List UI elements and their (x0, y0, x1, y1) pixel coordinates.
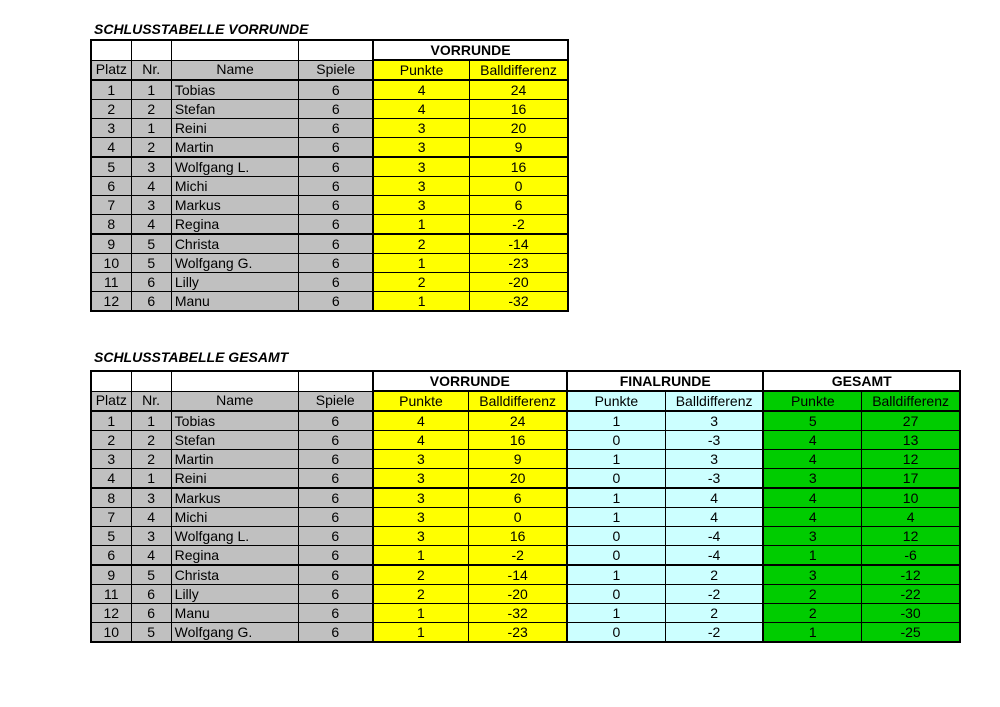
cell-punkte: 4 (763, 508, 861, 527)
cell-name: Martin (171, 138, 299, 158)
empty-header-cell (91, 371, 131, 391)
cell-punkte: 2 (373, 585, 469, 604)
cell-platz: 12 (91, 292, 131, 312)
cell-balldifferenz: 2 (665, 604, 763, 623)
cell-balldifferenz: -23 (470, 254, 568, 273)
cell-punkte: 4 (373, 411, 469, 431)
cell-punkte: 1 (567, 411, 665, 431)
cell-balldifferenz: 9 (469, 450, 567, 469)
table-row (91, 215, 568, 235)
gesamt-table (90, 370, 961, 643)
cell-punkte: 1 (763, 546, 861, 566)
cell-name: Stefan (171, 100, 299, 119)
cell-name: Christa (171, 234, 299, 254)
empty-header-cell (131, 40, 171, 60)
header-spiele: Spiele (299, 60, 373, 80)
cell-nr: 4 (131, 215, 171, 235)
header-balldifferenz: Balldifferenz (862, 391, 960, 411)
empty-header-cell (91, 40, 131, 60)
cell-platz: 12 (91, 604, 131, 623)
cell-balldifferenz: -3 (665, 431, 763, 450)
header-nr: Nr. (131, 391, 171, 411)
cell-platz: 7 (91, 196, 131, 215)
cell-nr: 6 (131, 273, 171, 292)
header-balldifferenz: Balldifferenz (469, 391, 567, 411)
table-row (91, 546, 960, 566)
cell-balldifferenz: -30 (862, 604, 960, 623)
empty-header-cell (298, 371, 372, 391)
cell-balldifferenz: 13 (862, 431, 960, 450)
cell-punkte: 2 (763, 585, 861, 604)
group-label-1: VORRUNDE (373, 371, 567, 391)
cell-balldifferenz: 16 (470, 157, 568, 177)
cell-balldifferenz: -20 (469, 585, 567, 604)
cell-name: Michi (171, 177, 299, 196)
cell-spiele: 6 (298, 604, 372, 623)
cell-spiele: 6 (298, 411, 372, 431)
group-label-1: VORRUNDE (373, 40, 568, 60)
cell-nr: 5 (131, 565, 171, 585)
cell-name: Manu (171, 292, 299, 312)
cell-balldifferenz: 3 (665, 411, 763, 431)
cell-name: Tobias (171, 80, 299, 100)
cell-nr: 5 (131, 254, 171, 273)
empty-header-cell (171, 40, 299, 60)
cell-punkte: 3 (373, 119, 469, 138)
cell-punkte: 3 (373, 508, 469, 527)
cell-balldifferenz: -32 (470, 292, 568, 312)
cell-spiele: 6 (299, 157, 373, 177)
cell-balldifferenz: 24 (470, 80, 568, 100)
table-row (91, 604, 960, 623)
cell-balldifferenz: -2 (665, 623, 763, 643)
cell-balldifferenz: 9 (470, 138, 568, 158)
cell-nr: 6 (131, 585, 171, 604)
header-platz: Platz (91, 60, 131, 80)
cell-balldifferenz: 12 (862, 450, 960, 469)
cell-balldifferenz: 6 (469, 488, 567, 508)
table-row (91, 119, 568, 138)
cell-balldifferenz: 6 (470, 196, 568, 215)
cell-punkte: 3 (373, 138, 469, 158)
cell-nr: 6 (131, 292, 171, 312)
cell-spiele: 6 (298, 469, 372, 489)
cell-balldifferenz: 0 (470, 177, 568, 196)
table-row (91, 508, 960, 527)
cell-punkte: 1 (373, 292, 469, 312)
cell-nr: 1 (131, 411, 171, 431)
cell-platz: 2 (91, 431, 131, 450)
cell-balldifferenz: 17 (862, 469, 960, 489)
cell-spiele: 6 (299, 292, 373, 312)
cell-platz: 1 (91, 80, 131, 100)
cell-nr: 1 (131, 469, 171, 489)
cell-nr: 4 (131, 508, 171, 527)
cell-spiele: 6 (298, 585, 372, 604)
cell-balldifferenz: -4 (665, 527, 763, 546)
table-row (91, 450, 960, 469)
cell-spiele: 6 (299, 100, 373, 119)
table-row (91, 234, 568, 254)
cell-spiele: 6 (299, 234, 373, 254)
cell-spiele: 6 (299, 80, 373, 100)
cell-punkte: 3 (373, 157, 469, 177)
cell-punkte: 2 (373, 273, 469, 292)
cell-punkte: 0 (567, 431, 665, 450)
cell-balldifferenz: -23 (469, 623, 567, 643)
cell-name: Wolfgang G. (171, 254, 299, 273)
table-row (91, 157, 568, 177)
cell-punkte: 1 (373, 623, 469, 643)
cell-balldifferenz: -2 (469, 546, 567, 566)
cell-nr: 6 (131, 604, 171, 623)
cell-punkte: 1 (373, 604, 469, 623)
cell-spiele: 6 (299, 254, 373, 273)
header-nr: Nr. (131, 60, 171, 80)
cell-balldifferenz: -22 (862, 585, 960, 604)
cell-platz: 5 (91, 527, 131, 546)
cell-punkte: 3 (373, 196, 469, 215)
cell-balldifferenz: -3 (665, 469, 763, 489)
table-row (91, 585, 960, 604)
cell-punkte: 1 (763, 623, 861, 643)
cell-punkte: 3 (373, 450, 469, 469)
cell-punkte: 3 (373, 469, 469, 489)
cell-platz: 3 (91, 450, 131, 469)
cell-punkte: 1 (567, 450, 665, 469)
cell-platz: 8 (91, 215, 131, 235)
cell-balldifferenz: 2 (665, 565, 763, 585)
cell-spiele: 6 (298, 565, 372, 585)
cell-nr: 4 (131, 546, 171, 566)
header-name: Name (171, 60, 299, 80)
cell-platz: 10 (91, 623, 131, 643)
group-label-3: GESAMT (763, 371, 960, 391)
cell-balldifferenz: -12 (862, 565, 960, 585)
cell-punkte: 5 (763, 411, 861, 431)
table-row (91, 623, 960, 643)
column-header-row (91, 60, 568, 80)
cell-punkte: 0 (567, 546, 665, 566)
cell-balldifferenz: -25 (862, 623, 960, 643)
cell-balldifferenz: -4 (665, 546, 763, 566)
cell-spiele: 6 (299, 119, 373, 138)
table-row (91, 273, 568, 292)
group-header-row (91, 40, 568, 60)
cell-spiele: 6 (298, 527, 372, 546)
cell-platz: 2 (91, 100, 131, 119)
cell-punkte: 1 (373, 254, 469, 273)
table-row (91, 527, 960, 546)
cell-platz: 6 (91, 177, 131, 196)
cell-punkte: 4 (763, 450, 861, 469)
cell-nr: 2 (131, 431, 171, 450)
header-name: Name (171, 391, 298, 411)
cell-balldifferenz: -2 (470, 215, 568, 235)
cell-punkte: 3 (763, 527, 861, 546)
cell-balldifferenz: 4 (665, 488, 763, 508)
cell-name: Christa (171, 565, 298, 585)
empty-header-cell (131, 371, 171, 391)
cell-punkte: 2 (373, 234, 469, 254)
cell-spiele: 6 (298, 450, 372, 469)
cell-name: Reini (171, 119, 299, 138)
column-header-row (91, 391, 960, 411)
cell-balldifferenz: 4 (862, 508, 960, 527)
header-balldifferenz: Balldifferenz (470, 60, 568, 80)
cell-platz: 11 (91, 585, 131, 604)
cell-balldifferenz: -20 (470, 273, 568, 292)
header-spiele: Spiele (298, 391, 372, 411)
cell-name: Martin (171, 450, 298, 469)
cell-punkte: 1 (567, 604, 665, 623)
cell-spiele: 6 (299, 138, 373, 158)
cell-balldifferenz: -2 (665, 585, 763, 604)
header-punkte: Punkte (567, 391, 665, 411)
header-punkte: Punkte (763, 391, 861, 411)
cell-platz: 9 (91, 565, 131, 585)
cell-spiele: 6 (298, 488, 372, 508)
cell-punkte: 4 (763, 488, 861, 508)
cell-spiele: 6 (299, 196, 373, 215)
cell-name: Lilly (171, 273, 299, 292)
cell-name: Stefan (171, 431, 298, 450)
cell-platz: 3 (91, 119, 131, 138)
table-row (91, 254, 568, 273)
cell-balldifferenz: -6 (862, 546, 960, 566)
cell-punkte: 0 (567, 585, 665, 604)
table-row (91, 411, 960, 431)
cell-name: Wolfgang L. (171, 157, 299, 177)
cell-spiele: 6 (298, 546, 372, 566)
cell-balldifferenz: 4 (665, 508, 763, 527)
cell-punkte: 3 (373, 177, 469, 196)
cell-balldifferenz: 3 (665, 450, 763, 469)
cell-nr: 3 (131, 527, 171, 546)
table-row (91, 469, 960, 489)
header-punkte: Punkte (373, 391, 469, 411)
cell-balldifferenz: 0 (469, 508, 567, 527)
header-punkte: Punkte (373, 60, 469, 80)
cell-balldifferenz: 16 (470, 100, 568, 119)
cell-nr: 3 (131, 488, 171, 508)
cell-balldifferenz: 16 (469, 431, 567, 450)
cell-punkte: 4 (373, 80, 469, 100)
cell-name: Markus (171, 196, 299, 215)
table-row (91, 100, 568, 119)
cell-name: Lilly (171, 585, 298, 604)
table-row (91, 177, 568, 196)
cell-spiele: 6 (299, 273, 373, 292)
cell-platz: 8 (91, 488, 131, 508)
cell-platz: 6 (91, 546, 131, 566)
cell-punkte: 4 (373, 100, 469, 119)
cell-punkte: 1 (373, 546, 469, 566)
cell-punkte: 3 (763, 565, 861, 585)
cell-spiele: 6 (299, 177, 373, 196)
cell-nr: 1 (131, 80, 171, 100)
cell-name: Michi (171, 508, 298, 527)
cell-balldifferenz: 27 (862, 411, 960, 431)
table-row (91, 80, 568, 100)
cell-nr: 3 (131, 157, 171, 177)
cell-platz: 5 (91, 157, 131, 177)
cell-nr: 2 (131, 450, 171, 469)
cell-punkte: 3 (373, 527, 469, 546)
cell-platz: 4 (91, 469, 131, 489)
header-platz: Platz (91, 391, 131, 411)
cell-balldifferenz: 16 (469, 527, 567, 546)
cell-platz: 11 (91, 273, 131, 292)
cell-balldifferenz: -14 (469, 565, 567, 585)
cell-name: Wolfgang L. (171, 527, 298, 546)
table-row (91, 138, 568, 158)
cell-punkte: 0 (567, 527, 665, 546)
gesamt-title: SCHLUSSTABELLE GESAMT (94, 349, 289, 365)
cell-spiele: 6 (298, 623, 372, 643)
cell-balldifferenz: 12 (862, 527, 960, 546)
cell-nr: 2 (131, 100, 171, 119)
cell-punkte: 4 (373, 431, 469, 450)
cell-nr: 2 (131, 138, 171, 158)
cell-nr: 1 (131, 119, 171, 138)
cell-name: Reini (171, 469, 298, 489)
table-row (91, 488, 960, 508)
group-header-row (91, 371, 960, 391)
header-balldifferenz: Balldifferenz (665, 391, 763, 411)
cell-name: Manu (171, 604, 298, 623)
cell-platz: 1 (91, 411, 131, 431)
cell-punkte: 4 (763, 431, 861, 450)
table-row (91, 431, 960, 450)
cell-platz: 7 (91, 508, 131, 527)
empty-header-cell (299, 40, 373, 60)
cell-balldifferenz: -14 (470, 234, 568, 254)
cell-nr: 5 (131, 234, 171, 254)
cell-spiele: 6 (299, 215, 373, 235)
cell-punkte: 0 (567, 469, 665, 489)
cell-punkte: 0 (567, 623, 665, 643)
cell-balldifferenz: 20 (469, 469, 567, 489)
table-row (91, 196, 568, 215)
cell-punkte: 1 (567, 565, 665, 585)
cell-punkte: 2 (763, 604, 861, 623)
cell-balldifferenz: -32 (469, 604, 567, 623)
cell-punkte: 1 (567, 488, 665, 508)
cell-name: Regina (171, 546, 298, 566)
cell-nr: 4 (131, 177, 171, 196)
table-row (91, 565, 960, 585)
cell-spiele: 6 (298, 431, 372, 450)
cell-balldifferenz: 10 (862, 488, 960, 508)
cell-platz: 4 (91, 138, 131, 158)
cell-balldifferenz: 20 (470, 119, 568, 138)
cell-spiele: 6 (298, 508, 372, 527)
cell-punkte: 3 (763, 469, 861, 489)
vorrunde-table (90, 39, 569, 312)
cell-punkte: 2 (373, 565, 469, 585)
cell-punkte: 1 (373, 215, 469, 235)
cell-nr: 3 (131, 196, 171, 215)
cell-nr: 5 (131, 623, 171, 643)
cell-punkte: 3 (373, 488, 469, 508)
vorrunde-title: SCHLUSSTABELLE VORRUNDE (94, 21, 309, 37)
cell-name: Regina (171, 215, 299, 235)
table-row (91, 292, 568, 312)
cell-platz: 9 (91, 234, 131, 254)
group-label-2: FINALRUNDE (567, 371, 763, 391)
cell-name: Tobias (171, 411, 298, 431)
cell-name: Markus (171, 488, 298, 508)
cell-name: Wolfgang G. (171, 623, 298, 643)
cell-balldifferenz: 24 (469, 411, 567, 431)
empty-header-cell (171, 371, 298, 391)
cell-platz: 10 (91, 254, 131, 273)
cell-punkte: 1 (567, 508, 665, 527)
